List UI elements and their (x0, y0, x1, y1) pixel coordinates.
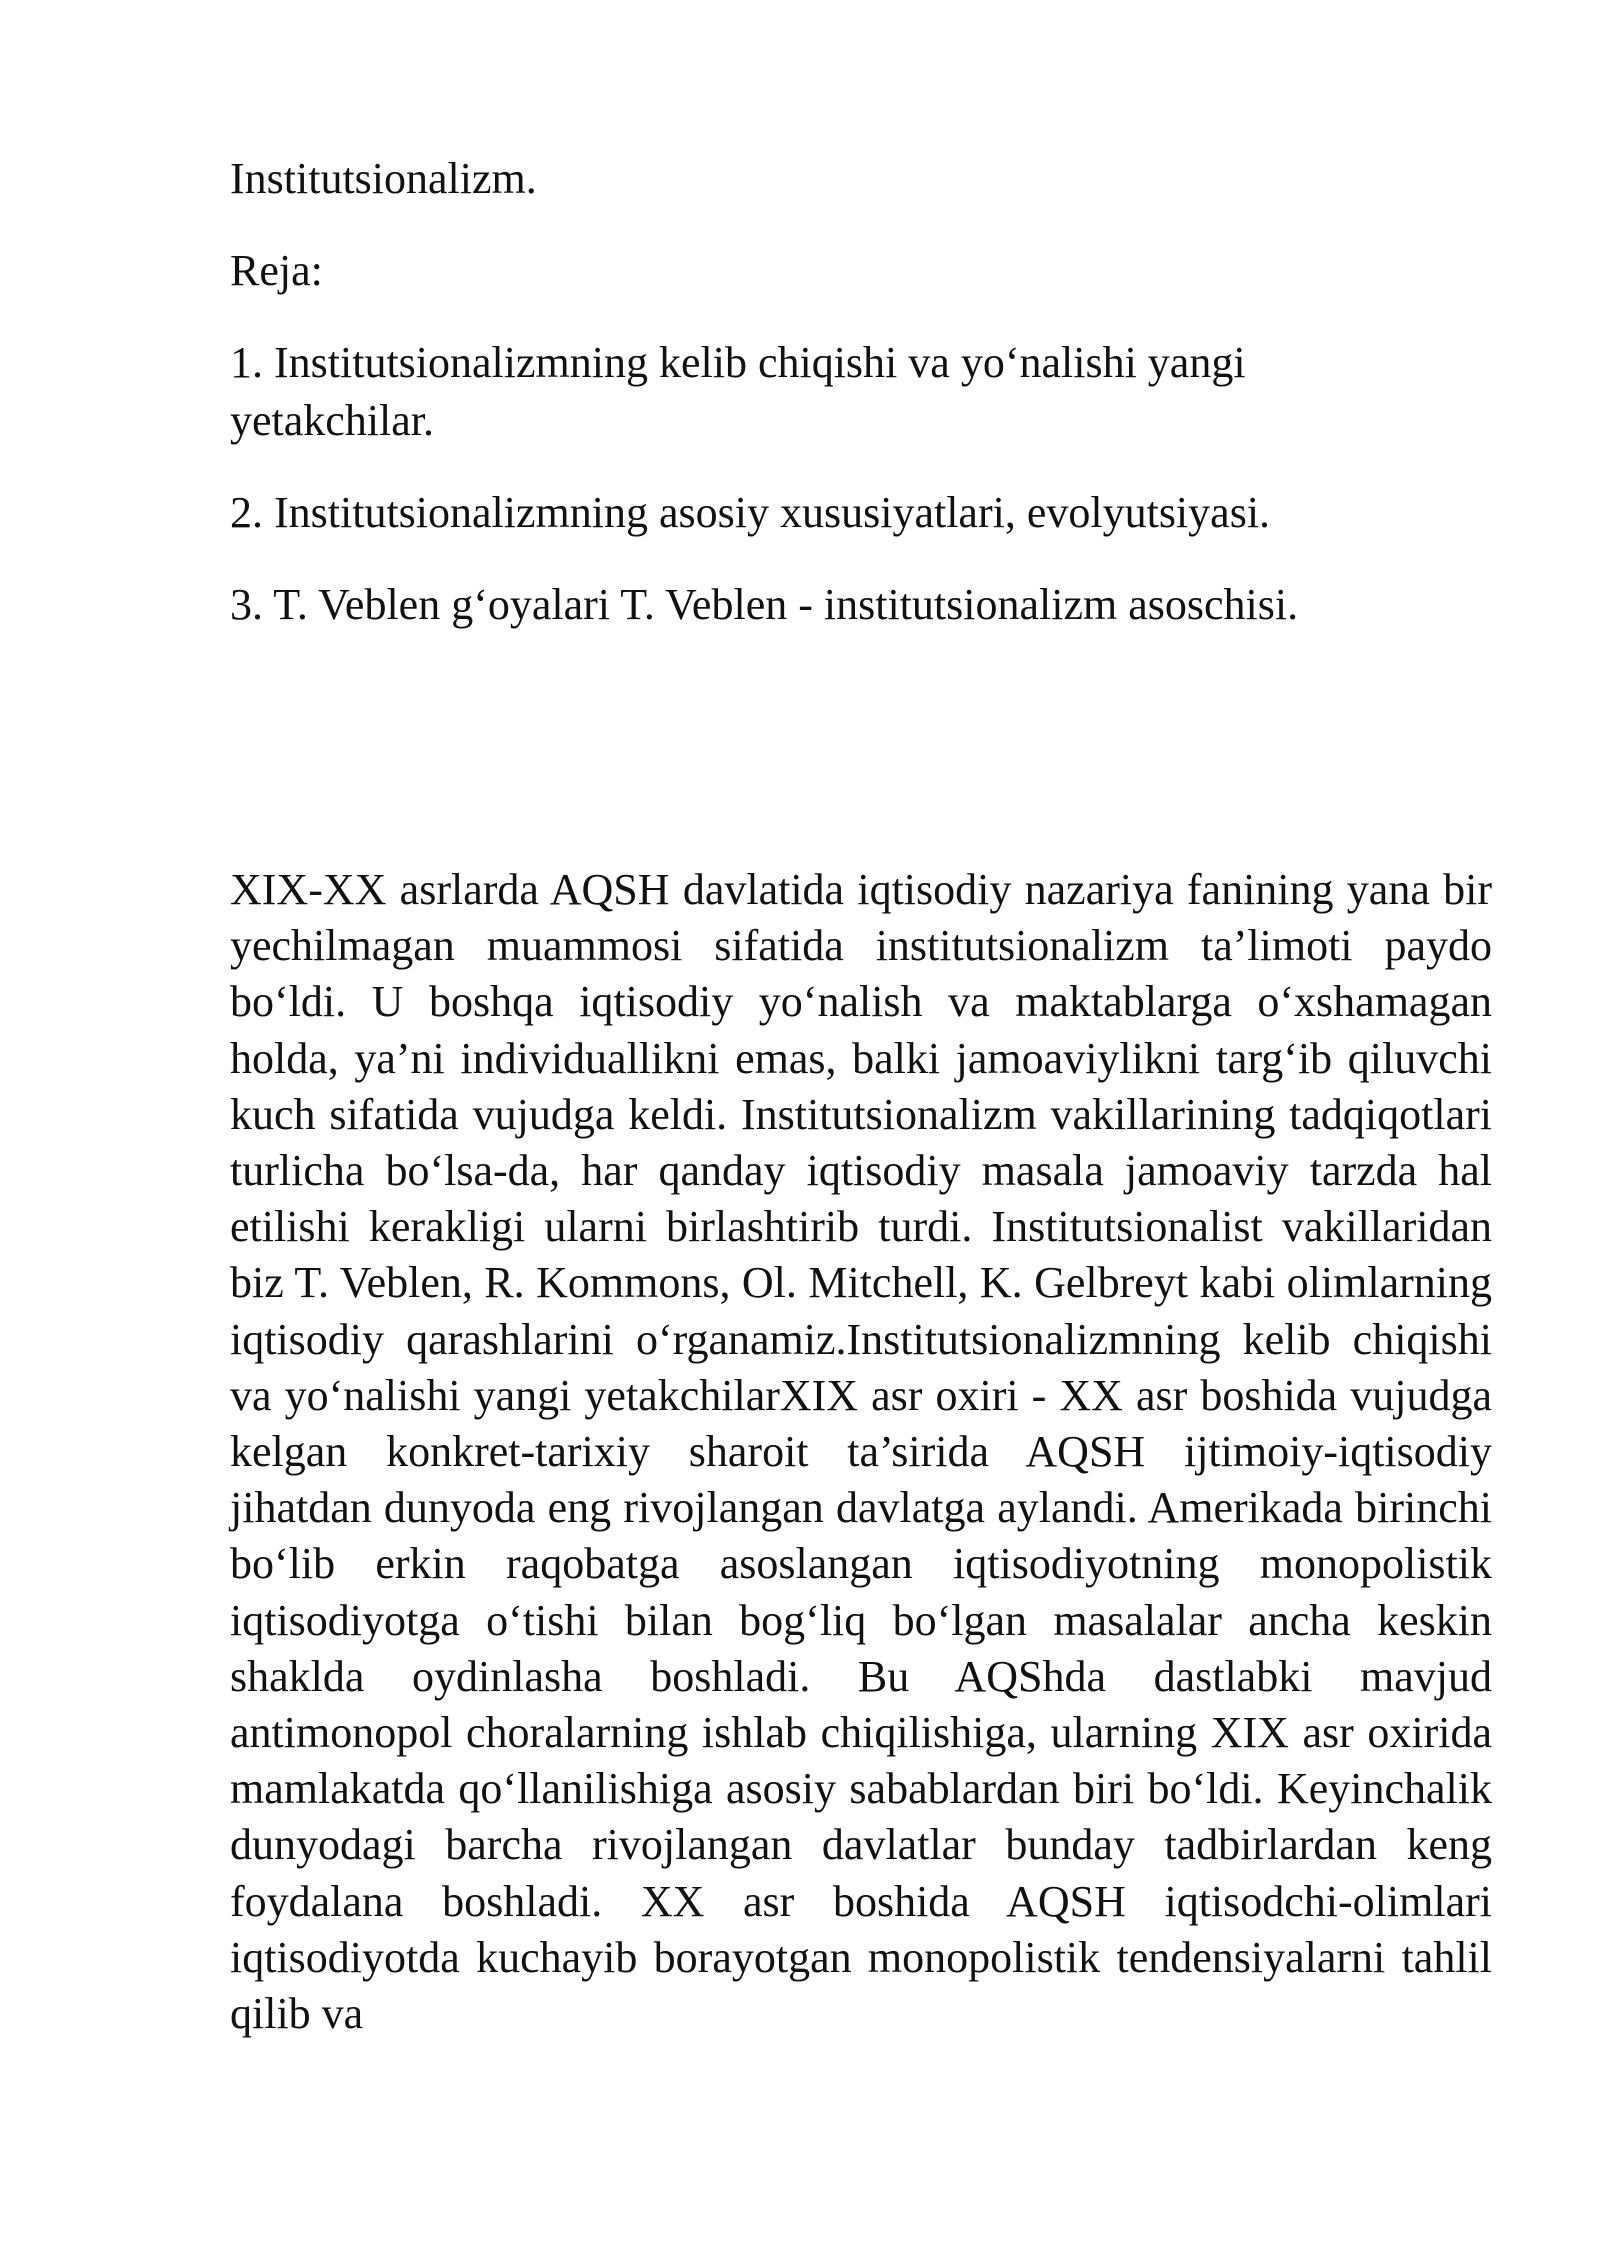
document-title: Institutsionalizm. (230, 154, 537, 203)
plan-item-1: 1. Institutsionalizmning kelib chiqishi va yo‘nalishi yangi yetakchilar. (230, 338, 1246, 445)
body-paragraph: XIX-XX asrlarda AQSH davlatida iqtisodiy nazariya fanining yana bir yechilmagan muammosi sifatida institutsionalizm ta’limoti paydo bo‘ldi. U boshqa iqtisodiy yo‘nalish va maktablarga o‘xshamagan holda, ya’ni individuallikni emas, balki jamoaviylikni targ‘ib qiluvchi kuch sifatida vujudga keldi. Institutsionalizm vakillarining tadqiqotlari turlicha bo‘lsa-da, har qanday iqtisodiy masala jamoaviy tarzda hal etilishi kerakligi ularni birlashtirib turdi. Institutsionalist vakillaridan biz T. Veblen, R. Kommons, Ol. Mitchell, K. Gelbreyt kabi olimlarning iqtisodiy qarashlarini o‘rganamiz.Institutsionalizmning kelib chiqishi va yo‘nalishi yangi yetakchilarXIX asr oxiri - XX asr boshida vujudga kelgan konkret-tarixiy sharoit ta’sirida AQSH ijtimoiy-iqtisodiy jihatdan dunyoda eng rivojlangan davlatga aylandi. Amerikada birinchi bo‘lib erkin raqobatga asoslangan iqtisodiyotning monopolistik iqtisodiyotga o‘tishi bilan bog‘liq bo‘lgan masalalar ancha keskin shaklda oydinlasha boshladi. Bu AQShda dastlabki mavjud antimonopol choralarning ishlab chiqilishiga, ularning XIX asr oxirida mamlakatda qo‘llanilishiga asosiy sabablardan biri bo‘ldi. Keyinchalik dunyodagi barcha rivojlangan davlatlar bunday tadbirlardan keng foydalana boshladi. XX asr boshida AQSH iqtisodchi-olimlari iqtisodiyotda kuchayib borayotgan monopolistik tendensiyalarni tahlil qilib va (230, 865, 1492, 2039)
plan-item-3: 3. T. Veblen g‘oyalari T. Veblen - institutsionalizm asoschisi. (230, 580, 1299, 629)
plan-item-2: 2. Institutsionalizmning asosiy xususiyatlari, evolyutsiyasi. (230, 488, 1271, 537)
plan-label: Reja: (230, 246, 323, 295)
plan-section (230, 150, 1410, 668)
